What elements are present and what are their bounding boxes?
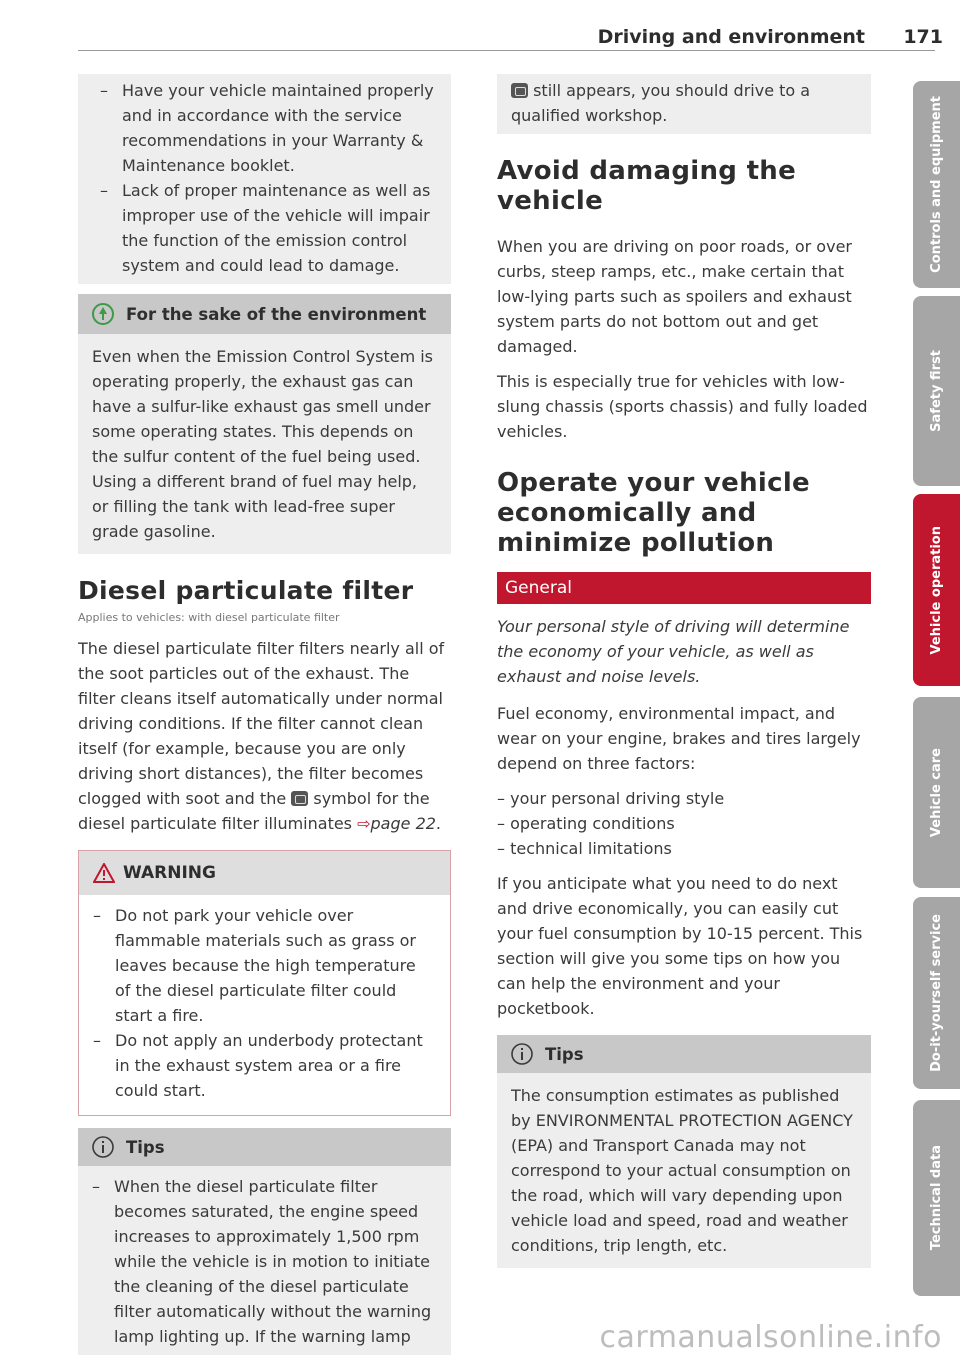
operate-heading: Operate your vehicle economically and minimize pollution — [497, 468, 810, 558]
list-item: – Do not apply an underbody protectant in the exhaust system area or a fire could start. — [93, 1031, 423, 1100]
tips-header — [78, 1128, 451, 1166]
list-item: – When the diesel particulate filter becomes saturated, the engine speed increases to approximately 1,500 rpm while the vehicle is in motion to initiate the cleaning of the diesel particulate filter automatically without the warning lamp lighting up. If the warning lamp — [92, 1177, 432, 1346]
info-icon — [511, 1043, 533, 1065]
environment-note-title: For the sake of the environment — [126, 304, 427, 324]
tips-body: The consumption estimates as published by ENVIRONMENTAL PROTECTION AGENCY (EPA) and Transport Canada may not correspond to your actual consumption on the road, which will vary depending upon vehicle load and speed, road and weather conditions, trip length, etc. — [497, 1073, 871, 1268]
anticipate-paragraph: If you anticipate what you need to do next and drive economically, you can easily cut your fuel consumption by 10-15 percent. This section will give you some tips on how you can help the environment and your pocketbook. — [497, 874, 863, 1018]
fuel-paragraph: Fuel economy, environmental impact, and wear on your engine, brakes and tires largely depend on three factors: — [497, 704, 861, 773]
environment-note-body: Even when the Emission Control System is operating properly, the exhaust gas can have a sulfur-like exhaust gas smell under some operating states. This depends on the sulfur content of the fuel being used. Using a different brand of fuel may help, or filling the tank with lead-free super grade gasoline. — [78, 334, 451, 554]
page-ref-arrow: ⇨ — [357, 814, 371, 833]
tips-continued: still appears, you should drive to a qualified workshop. — [497, 74, 871, 134]
intro-italic: Your personal style of driving will determine the economy of your vehicle, as well as exhaust and noise levels. — [497, 617, 850, 686]
avoid-paragraph-1: When you are driving on poor roads, or over curbs, steep ramps, etc., make certain that low-lying parts such as spoilers and exhaust system parts do not bottom out and get damaged. — [497, 237, 852, 356]
tips-box-right — [497, 1035, 871, 1268]
tips-box-left — [78, 1128, 451, 1355]
warning-box — [78, 850, 451, 1116]
warning-title: WARNING — [123, 863, 216, 883]
side-tab-technical-data[interactable]: Technical data — [913, 1100, 960, 1296]
list-item: – Lack of proper maintenance as well as improper use of the vehicle will impair the function of the emission control system and could lead to damage. — [100, 181, 431, 275]
header-rule — [78, 50, 935, 51]
section-title: Driving and environment — [597, 26, 865, 48]
side-tab-vehicle-operation[interactable]: Vehicle operation — [913, 494, 960, 686]
diesel-filter-symbol-icon — [511, 83, 528, 98]
tips-body — [78, 1166, 451, 1355]
side-tab-safety[interactable]: Safety first — [913, 296, 960, 486]
warning-header — [79, 851, 450, 895]
factor-list — [497, 786, 871, 861]
tips-header — [497, 1035, 871, 1073]
general-bar: General — [497, 572, 871, 604]
list-item: – Do not park your vehicle over flammable materials such as grass or leaves because the high temperature of the diesel particulate filter could start a fire. — [93, 906, 416, 1025]
list-item: – Have your vehicle maintained properly and in accordance with the service recommendations in your Warranty & Maintenance booklet. — [100, 81, 434, 175]
side-tab-vehicle-care[interactable]: Vehicle care — [913, 697, 960, 888]
dpf-applies: Applies to vehicles: with diesel particulate filter — [78, 611, 340, 624]
environment-note — [78, 294, 451, 554]
environment-note-header — [78, 294, 451, 334]
page-header — [78, 22, 943, 52]
side-tab-diy-service[interactable]: Do-it-yourself service — [913, 897, 960, 1089]
side-tab-controls[interactable]: Controls and equipment — [913, 81, 960, 288]
page-22-link[interactable]: page 22 — [370, 814, 436, 833]
avoid-damage-heading: Avoid damaging the vehicle — [497, 156, 797, 216]
dpf-heading: Diesel particulate filter — [78, 576, 414, 605]
tips-title: Tips — [126, 1137, 165, 1157]
maintenance-box — [78, 74, 451, 284]
info-icon — [92, 1136, 114, 1158]
diesel-filter-symbol-icon — [291, 791, 308, 806]
list-item: – technical limitations — [497, 839, 672, 858]
tips-title: Tips — [545, 1044, 584, 1064]
dpf-paragraph: The diesel particulate filter filters nearly all of the soot particles out of the exhaust. The filter cleans itself automatically under normal driving conditions. If the filter cannot clean itself (for example, because you are only driving short distances), the filter becomes clogged with soot and the symbol for the diesel particulate filter illuminates ⇨page 22. — [78, 639, 445, 833]
watermark: carmanualsonline.info — [599, 1320, 942, 1355]
warning-icon — [93, 863, 115, 883]
warning-body — [79, 895, 450, 1115]
avoid-paragraph-2: This is especially true for vehicles with low-slung chassis (sports chassis) and fully loaded vehicles. — [497, 372, 868, 441]
page-number: 171 — [903, 26, 943, 48]
environment-icon — [92, 303, 114, 325]
list-item: – your personal driving style — [497, 789, 725, 808]
list-item: – operating conditions — [497, 814, 675, 833]
